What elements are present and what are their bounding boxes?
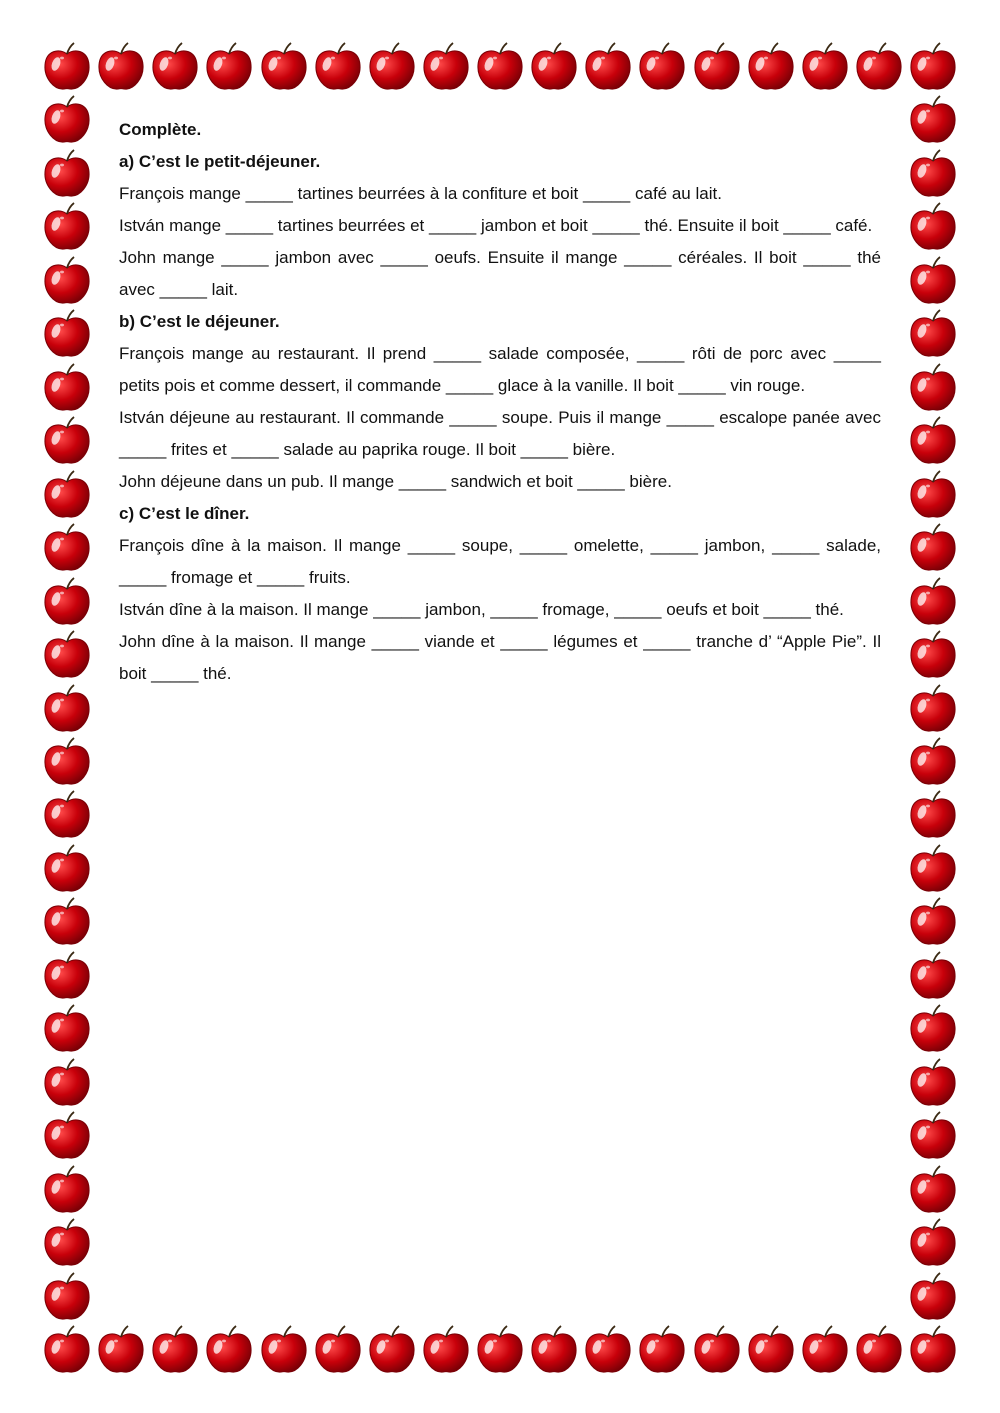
apple-icon (94, 40, 148, 94)
apple-icon (635, 1323, 689, 1377)
apple-icon (202, 1323, 256, 1377)
apple-icon (906, 1216, 960, 1270)
apple-icon (148, 40, 202, 94)
section-a-paragraph-1: François mange _____ tartines beurrées à la confiture et boit _____ café au lait. (119, 184, 722, 203)
apple-icon (40, 842, 94, 896)
apple-icon (94, 1323, 148, 1377)
worksheet (119, 114, 881, 690)
apple-icon (40, 307, 94, 361)
apple-icon (852, 40, 906, 94)
section-b-paragraph-1: François mange au restaurant. Il prend _____ salade composée, _____ rôti de porc avec _____ petits pois et comme dessert, il commande _____ glace à la vanille. Il boit _____ vin rouge. (119, 344, 881, 395)
apple-icon (906, 628, 960, 682)
apple-icon (40, 788, 94, 842)
section-a-heading: a) C’est le petit-déjeuner. (119, 152, 321, 171)
apple-icon (40, 1163, 94, 1217)
apple-icon (40, 1323, 94, 1377)
apple-icon (257, 40, 311, 94)
apple-icon (906, 842, 960, 896)
section-b-paragraph-3: John déjeune dans un pub. Il mange _____ sandwich et boit _____ bière. (119, 472, 672, 491)
apple-icon (906, 147, 960, 201)
apple-icon (311, 40, 365, 94)
apple-icon (40, 1270, 94, 1324)
section-a-paragraph-2: István mange _____ tartines beurrées et _____ jambon et boit _____ thé. Ensuite il boit _____ café. (119, 216, 873, 235)
apple-icon (906, 788, 960, 842)
apple-icon (852, 1323, 906, 1377)
apple-icon (202, 40, 256, 94)
section-a-paragraph-3: John mange _____ jambon avec _____ oeufs. Ensuite il mange _____ céréales. Il boit _____ thé avec _____ lait. (119, 248, 881, 299)
apple-icon (906, 735, 960, 789)
apple-icon (365, 40, 419, 94)
apple-icon (40, 949, 94, 1003)
apple-icon (581, 40, 635, 94)
apple-icon (581, 1323, 635, 1377)
apple-icon (311, 1323, 365, 1377)
apple-icon (744, 1323, 798, 1377)
apple-icon (906, 1270, 960, 1324)
apple-icon (40, 254, 94, 308)
apple-icon (744, 40, 798, 94)
apple-icon (690, 40, 744, 94)
apple-icon (906, 521, 960, 575)
apple-icon (419, 40, 473, 94)
apple-icon (906, 254, 960, 308)
apple-icon (635, 40, 689, 94)
apple-icon (906, 949, 960, 1003)
apple-icon (40, 628, 94, 682)
apple-icon (40, 895, 94, 949)
apple-icon (690, 1323, 744, 1377)
instruction-heading: Complète. (119, 120, 202, 139)
apple-icon (906, 1163, 960, 1217)
apple-icon (906, 93, 960, 147)
apple-icon (40, 361, 94, 415)
apple-icon (906, 200, 960, 254)
section-c-heading: c) C’est le dîner. (119, 504, 250, 523)
apple-icon (40, 521, 94, 575)
section-c-paragraph-3: John dîne à la maison. Il mange _____ viande et _____ légumes et _____ tranche d’ “Apple Pie”. Il boit _____ thé. (119, 632, 881, 683)
apple-icon (40, 147, 94, 201)
apple-icon (257, 1323, 311, 1377)
apple-icon (906, 1109, 960, 1163)
apple-icon (906, 1323, 960, 1377)
apple-icon (527, 1323, 581, 1377)
apple-icon (906, 307, 960, 361)
apple-icon (906, 1056, 960, 1110)
apple-icon (906, 575, 960, 629)
apple-icon (906, 895, 960, 949)
apple-icon (40, 1056, 94, 1110)
apple-icon (906, 468, 960, 522)
apple-icon (148, 1323, 202, 1377)
apple-icon (906, 682, 960, 736)
apple-icon (473, 40, 527, 94)
apple-icon (40, 40, 94, 94)
apple-icon (40, 575, 94, 629)
apple-icon (40, 1002, 94, 1056)
apple-icon (798, 40, 852, 94)
apple-icon (906, 414, 960, 468)
apple-icon (40, 1216, 94, 1270)
section-c-paragraph-2: István dîne à la maison. Il mange _____ jambon, _____ fromage, _____ oeufs et boit _____ thé. (119, 600, 844, 619)
apple-icon (419, 1323, 473, 1377)
apple-icon (40, 414, 94, 468)
apple-icon (906, 361, 960, 415)
apple-icon (40, 200, 94, 254)
apple-icon (906, 40, 960, 94)
apple-icon (798, 1323, 852, 1377)
apple-icon (365, 1323, 419, 1377)
apple-icon (40, 735, 94, 789)
apple-icon (473, 1323, 527, 1377)
apple-icon (40, 93, 94, 147)
section-c-paragraph-1: François dîne à la maison. Il mange _____ soupe, _____ omelette, _____ jambon, _____ salade, _____ fromage et _____ fruits. (119, 536, 881, 587)
apple-icon (527, 40, 581, 94)
apple-icon (40, 468, 94, 522)
apple-icon (906, 1002, 960, 1056)
section-b-paragraph-2: István déjeune au restaurant. Il commande _____ soupe. Puis il mange _____ escalope panée avec _____ frites et _____ salade au paprika rouge. Il boit _____ bière. (119, 408, 881, 459)
apple-icon (40, 682, 94, 736)
apple-icon (40, 1109, 94, 1163)
section-b-heading: b) C’est le déjeuner. (119, 312, 280, 331)
